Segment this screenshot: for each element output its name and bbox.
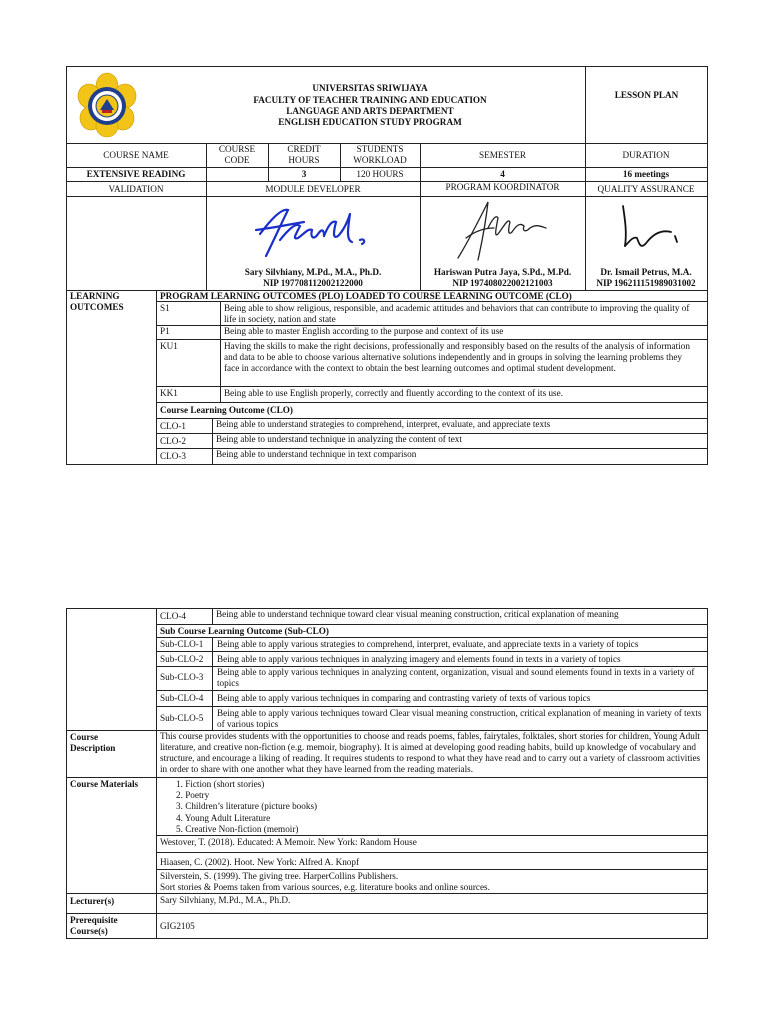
plo-code-kk1: KK1 [160, 388, 178, 398]
university-name: UNIVERSITAS SRIWIJAYA [312, 83, 428, 93]
duration-value: 16 meetings [622, 169, 670, 179]
reference-item: Silverstein, S. (1999). The giving tree. HarperCollins Publishers. [160, 871, 399, 881]
subclo-code: Sub-CLO-3 [160, 672, 204, 682]
prerequisite-label-2: Course(s) [70, 926, 108, 936]
semester-header: SEMESTER [479, 150, 526, 160]
subclo-title: Sub Course Learning Outcome (Sub-CLO) [160, 626, 329, 636]
semester-value: 4 [500, 169, 505, 179]
department-name: LANGUAGE AND ARTS DEPARTMENT [286, 106, 454, 116]
clo4-text: Being able to understand technique toward clear visual meaning construction, critical explanation of meaning [216, 609, 619, 619]
signer-2-nip: NIP 197408022002121003 [452, 278, 553, 288]
validation-label: VALIDATION [108, 184, 164, 194]
subclo-text: Being able to apply various techniques in analyzing content, organization, visual and sound elements found in texts in a variety of topics [217, 667, 695, 688]
signer-3-nip: NIP 196211151989031002 [596, 278, 696, 288]
prerequisite-value: GIG2105 [160, 921, 195, 931]
credit-header: CREDIT [287, 144, 321, 154]
plo-text-p1: Being able to master English according to the purpose and context of its use [224, 326, 504, 336]
reference-item: Westover, T. (2018). Educated: A Memoir. New York: Random House [160, 837, 417, 847]
clo4-code: CLO-4 [160, 611, 187, 621]
subclo-text: Being able to apply various strategies to comprehend, interpret, evaluate, and appreciate texts in a variety of topics [217, 639, 639, 649]
subclo-code: Sub-CLO-1 [160, 639, 204, 649]
course-description-label: Course [70, 732, 99, 742]
duration-header: DURATION [622, 150, 670, 160]
module-developer-label: MODULE DEVELOPER [265, 184, 361, 194]
university-logo [72, 72, 142, 138]
doc-type-label: LESSON PLAN [614, 90, 679, 100]
plo-code-p1: P1 [160, 326, 170, 336]
signer-1-name: Sary Silvhiany, M.Pd., M.A., Ph.D. [244, 267, 382, 277]
reference-item: Hiaasen, C. (2002). Hoot. New York: Alfred A. Knopf [160, 857, 360, 867]
reference-item: Sort stories & Poems taken from various sources, e.g. literature books and online sources. [160, 882, 490, 892]
prerequisite-label: Prerequisite [70, 915, 118, 925]
course-material-item: 2. Poetry [176, 790, 210, 800]
course-name-header: COURSE NAME [103, 150, 169, 160]
clo-title: Course Learning Outcome (CLO) [160, 405, 293, 415]
signature-module-developer [252, 200, 372, 262]
subclo-text: Being able to apply various techniques toward Clear visual meaning construction, critical explanation of meaning in variety of texts of various topics [217, 708, 702, 729]
program-name: ENGLISH EDUCATION STUDY PROGRAM [278, 117, 462, 127]
plo-text-s1: Being able to show religious, responsible, and academic attitudes and behaviors that can contribute to improving the quality of life in society, nation and state [224, 303, 690, 324]
clo-text: Being able to understand strategies to comprehend, interpret, evaluate, and appreciate texts [216, 419, 551, 429]
learning-outcomes-label-2: OUTCOMES [70, 302, 124, 312]
course-code-header: COURSE [218, 144, 256, 154]
subclo-code: Sub-CLO-5 [160, 713, 204, 723]
quality-assurance-label: QUALITY ASSURANCE [597, 184, 695, 194]
workload-header: STUDENTS [356, 144, 404, 154]
clo-text: Being able to understand technique in analyzing the content of text [216, 434, 462, 444]
course-materials-label: Course Materials [70, 779, 139, 789]
clo-code: CLO-1 [160, 421, 187, 431]
plo-code-s1: S1 [160, 303, 170, 313]
course-description-text: This course provides students with the opportunities to choose and reads poems, fables, fairytales, folktales, short stories for children, Young Adult literature, and creative non-fiction (e.g. memoir, biography). It is aimed at developing good reading habits, build up knowledge of vocabulary and structure, and encourage a liking of reading. It requires students to respond to what they have read and to carry out a variety of classroom activities in order to share with one another what they have learned from the reading materials. [160, 731, 701, 774]
lecturer-label: Lecturer(s) [70, 896, 115, 906]
signature-program-coordinator [452, 198, 552, 264]
plo-code-ku1: KU1 [160, 341, 178, 351]
subclo-code: Sub-CLO-4 [160, 693, 204, 703]
workload-value: 120 HOURS [356, 169, 404, 179]
plo-text-ku1: Having the skills to make the right decisions, professionally and responsibly based on the results of the analysis of information and data to be able to choose various alternative solutions independently and in groups in solving the learning problems they face in accordance with the context to obtain the best learning outcomes and optimal student development. [224, 341, 690, 373]
program-coordinator-label: PROGRAM KOORDINATOR [445, 182, 560, 192]
faculty-name: FACULTY OF TEACHER TRAINING AND EDUCATION [253, 95, 487, 105]
lecturer-value: Sary Silvhiany, M.Pd., M.A., Ph.D. [160, 895, 291, 905]
signer-2-name: Hariswan Putra Jaya, S.Pd., M.Pd. [433, 267, 572, 277]
clo-code: CLO-3 [160, 451, 187, 461]
subclo-code: Sub-CLO-2 [160, 654, 204, 664]
course-code-header-2: CODE [224, 155, 250, 165]
clo-code: CLO-2 [160, 436, 187, 446]
course-material-item: 5. Creative Non-fiction (memoir) [176, 824, 299, 834]
course-material-item: 1. Fiction (short stories) [176, 779, 265, 789]
signer-3-name: Dr. Ismail Petrus, M.A. [600, 267, 692, 277]
workload-header-2: WORKLOAD [353, 155, 407, 165]
plo-text-kk1: Being able to use English properly, correctly and fluently according to the context of its use. [224, 388, 563, 398]
signature-quality-assurance [615, 202, 685, 260]
credit-value: 3 [301, 169, 307, 179]
subclo-text: Being able to apply various techniques in analyzing imagery and elements found in texts in a variety of topics [217, 654, 621, 664]
subclo-text: Being able to apply various techniques in comparing and contrasting variety of texts of various topics [217, 693, 591, 703]
plo-title: PROGRAM LEARNING OUTCOMES (PLO) LOADED TO COURSE LEARNING OUTCOME (CLO) [160, 291, 572, 301]
learning-outcomes-label: LEARNING [70, 291, 120, 301]
course-material-item: 4. Young Adult Literature [176, 813, 271, 823]
course-description-label-2: Description [70, 743, 116, 753]
course-material-item: 3. Children’s literature (picture books) [176, 801, 318, 811]
signer-1-nip: NIP 197708112002122000 [263, 278, 363, 288]
course-name-value: EXTENSIVE READING [86, 169, 186, 179]
credit-header-2: HOURS [288, 155, 320, 165]
clo-text: Being able to understand technique in text comparison [216, 449, 417, 459]
